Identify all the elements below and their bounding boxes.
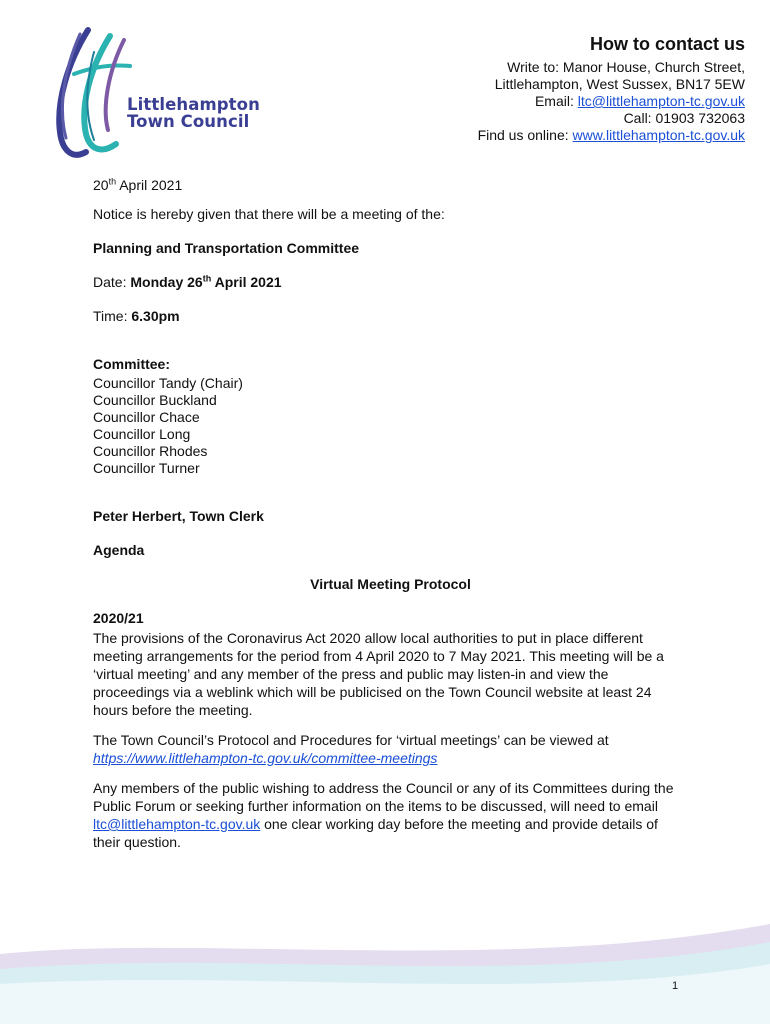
committee-member: Councillor Buckland bbox=[93, 392, 217, 408]
contact-email-link[interactable]: ltc@littlehampton-tc.gov.uk bbox=[577, 93, 745, 109]
logo-wordmark bbox=[127, 96, 260, 130]
protocol-link-row bbox=[93, 749, 688, 767]
contact-address-2: Littlehampton, West Sussex, BN17 5EW bbox=[494, 76, 745, 92]
committee-member: Councillor Long bbox=[93, 426, 191, 442]
contact-address-1: Write to: Manor House, Church Street, bbox=[507, 59, 745, 75]
committee-member: Councillor Tandy (Chair) bbox=[93, 375, 243, 391]
logo-line-1: Littlehampton bbox=[127, 95, 260, 114]
meeting-date-post: April 2021 bbox=[211, 274, 282, 290]
website-label: Find us online: bbox=[477, 127, 573, 143]
contact-website-row bbox=[478, 127, 745, 144]
page-number: 1 bbox=[672, 980, 679, 992]
committee-meetings-link[interactable]: https://www.littlehampton-tc.gov.uk/committee-meetings bbox=[93, 750, 438, 766]
protocol-paragraph-2: The Town Council’s Protocol and Procedures for ‘virtual meetings’ can be viewed at bbox=[93, 732, 609, 748]
contact-block bbox=[478, 32, 745, 144]
committee-name: Planning and Transportation Committee bbox=[93, 240, 360, 256]
contact-website-link[interactable]: www.littlehampton-tc.gov.uk bbox=[572, 127, 745, 143]
time-label: Time: bbox=[93, 308, 132, 324]
meeting-date bbox=[93, 273, 688, 291]
contact-title: How to contact us bbox=[589, 34, 745, 54]
contact-phone: Call: 01903 732063 bbox=[623, 110, 745, 126]
contact-email-row bbox=[478, 93, 745, 110]
meeting-time bbox=[93, 307, 688, 325]
clerk-signature: Peter Herbert, Town Clerk bbox=[93, 508, 264, 524]
notice-text: Notice is hereby given that there will be a meeting of the: bbox=[93, 206, 445, 222]
committee-member: Councillor Rhodes bbox=[93, 443, 208, 459]
para3-post: one clear working day before the meeting and provide details of their question. bbox=[93, 816, 658, 850]
meeting-date-value bbox=[130, 274, 281, 290]
date-rest: April 2021 bbox=[116, 177, 183, 193]
committee-member: Councillor Chace bbox=[93, 409, 200, 425]
date-label: Date: bbox=[93, 274, 131, 290]
agenda-heading: Agenda bbox=[93, 542, 145, 558]
footer-wave-decoration bbox=[0, 914, 770, 1024]
council-logo bbox=[50, 22, 265, 167]
committee-members-list bbox=[93, 375, 688, 477]
date-suffix: th bbox=[108, 176, 117, 187]
para3-pre: Any members of the public wishing to address the Council or any of its Committees during the Public Forum or seeking further information on the items to be discussed, will need to email bbox=[93, 780, 674, 814]
committee-heading: Committee: bbox=[93, 356, 171, 372]
letter-body bbox=[93, 176, 688, 851]
protocol-heading: Virtual Meeting Protocol bbox=[310, 576, 471, 592]
protocol-paragraph-3 bbox=[93, 779, 688, 851]
time-value: 6.30pm bbox=[131, 308, 180, 324]
meeting-date-sup: th bbox=[202, 273, 212, 284]
letter-date bbox=[93, 176, 688, 194]
year-heading: 2020/21 bbox=[93, 610, 144, 626]
email-label: Email: bbox=[534, 93, 578, 109]
protocol-paragraph-1: The provisions of the Coronavirus Act 2020 allow local authorities to put in place different meeting arrangements for the period from 4 April 2020 to 7 May 2021. This meeting will be a ‘virtual meeting’ and any member of the press and public may listen-in and view the proceedings via a weblink which will be publicised on the Town Council website at least 24 hours before the meeting. bbox=[93, 630, 664, 718]
para3-email-link[interactable]: ltc@littlehampton-tc.gov.uk bbox=[93, 816, 261, 832]
logo-line-2: Town Council bbox=[127, 112, 250, 131]
meeting-date-pre: Monday 26 bbox=[130, 274, 203, 290]
committee-member: Councillor Turner bbox=[93, 460, 200, 476]
date-day: 20 bbox=[93, 177, 109, 193]
